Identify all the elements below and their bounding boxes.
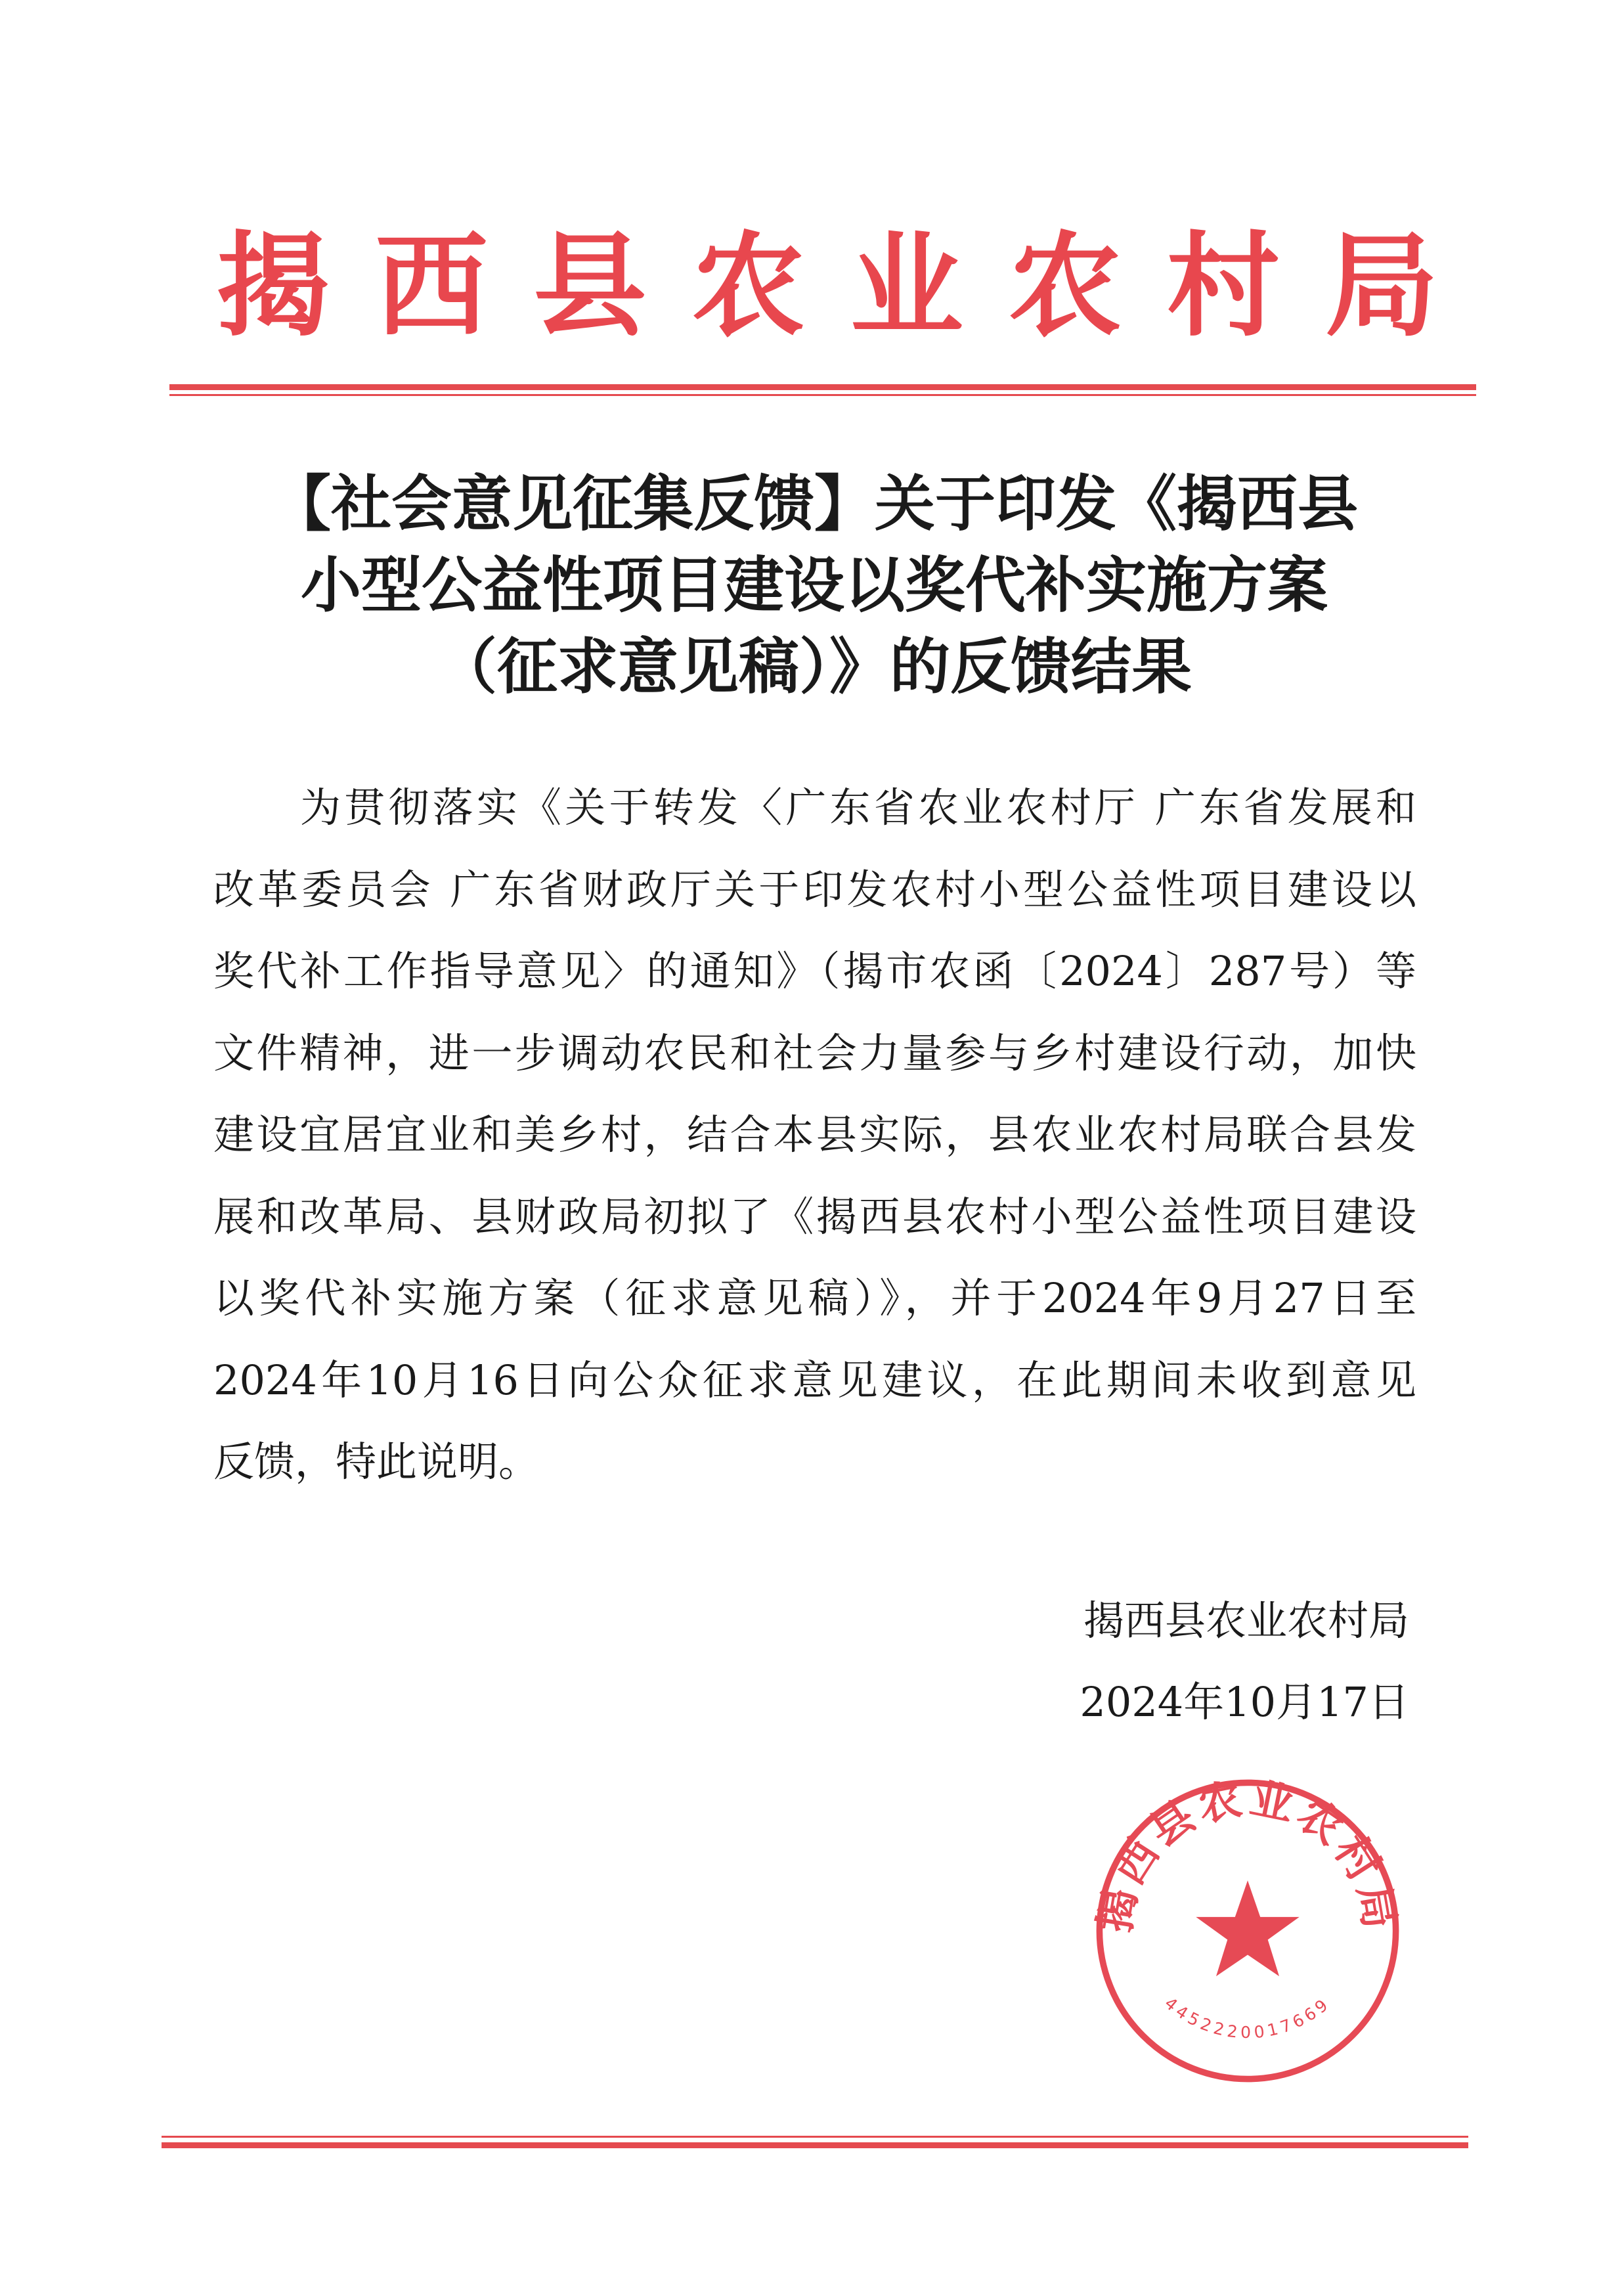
header-divider-thin [169, 394, 1476, 396]
body-line: 奖代补工作指导意见〉的通知》（揭市农函〔2024〕287号）等 [213, 947, 1416, 995]
body-line: 2024年10月16日向公众征求意见建议，在此期间未收到意见 [213, 1356, 1416, 1404]
body-line: 建设宜居宜业和美乡村，结合本县实际，县农业农村局联合县发 [213, 1111, 1416, 1159]
title-line: （征求意见稿）》的反馈结果 [436, 631, 1192, 702]
masthead-char: 村 [1166, 219, 1280, 352]
masthead-char: 农 [1008, 219, 1122, 352]
masthead-char: 农 [691, 219, 805, 352]
seal-star-icon [1196, 1880, 1299, 1976]
masthead-char: 业 [850, 219, 963, 352]
footer-divider-thick [162, 2142, 1468, 2148]
body-line: 改革委员会 广东省财政厅关于印发农村小型公益性项目建设以 [213, 865, 1416, 914]
title-line: 小型公益性项目建设以奖代补实施方案 [300, 550, 1328, 621]
seal-ring-text: 揭西县农业农村局 [1090, 1773, 1405, 1936]
signature-date: 2024年10月17日 [1080, 1678, 1409, 1726]
official-seal-stamp [1090, 1773, 1405, 2088]
seal-code-text: 4452220017669 [1161, 1993, 1334, 2042]
masthead-char: 局 [1324, 219, 1438, 352]
masthead-char: 西 [375, 219, 489, 352]
masthead-title [217, 220, 1438, 351]
body-line: 以奖代补实施方案（征求意见稿）》，并于2024年9月27日至 [213, 1274, 1416, 1322]
body-line: 为贯彻落实《关于转发〈广东省农业农村厅 广东省发展和 [300, 784, 1416, 831]
masthead-char: 揭 [217, 219, 330, 352]
header-divider-thick [169, 384, 1476, 390]
body-line: 展和改革局、县财政局初拟了《揭西县农村小型公益性项目建设 [213, 1192, 1416, 1241]
body-line: 文件精神，进一步调动农民和社会力量参与乡村建设行动，加快 [213, 1028, 1416, 1077]
document-body [213, 767, 1416, 1503]
masthead-char: 县 [533, 219, 647, 352]
footer-divider-thin [162, 2136, 1468, 2138]
signature-org: 揭西县农业农村局 [1083, 1597, 1409, 1645]
title-line: 【社会意见征集反馈】关于印发《揭西县 [270, 468, 1358, 539]
body-line: 反馈，特此说明。 [213, 1438, 540, 1486]
document-title [197, 463, 1432, 707]
